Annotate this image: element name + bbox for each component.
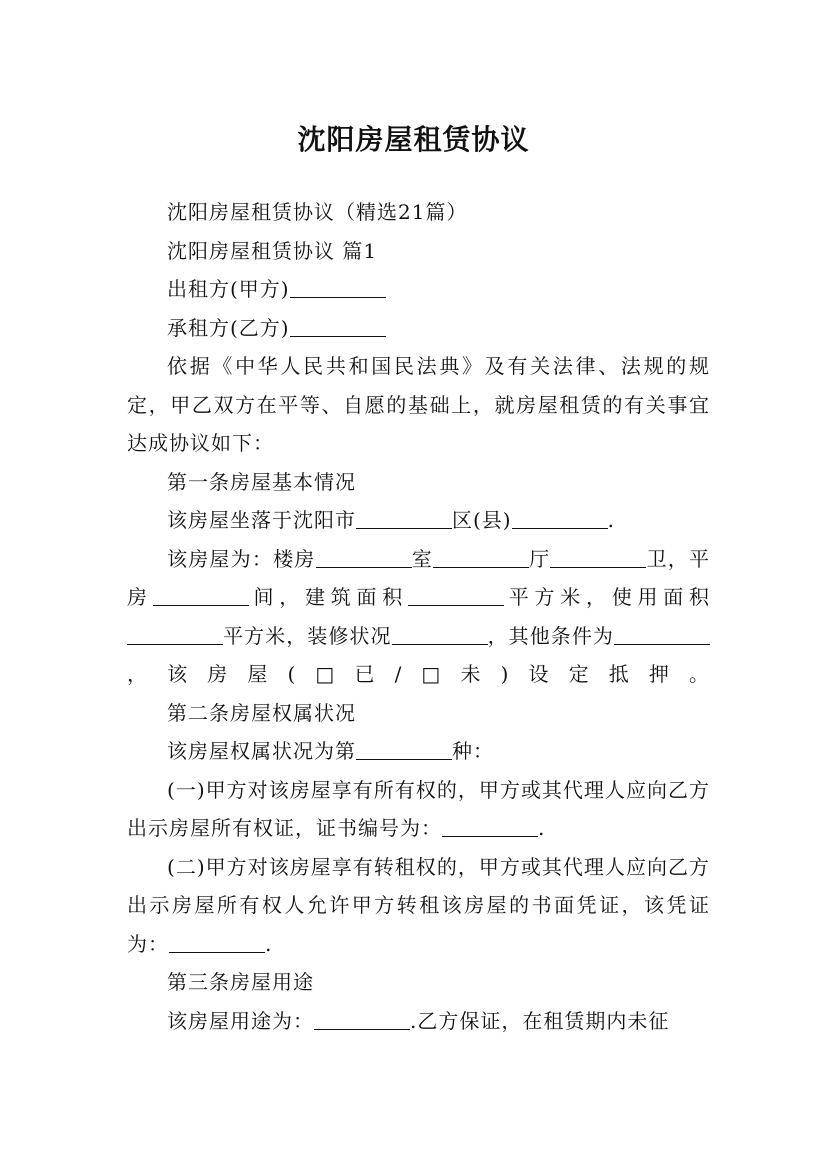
- paragraph-text: 该房屋坐落于沈阳市: [167, 508, 356, 532]
- paragraph: [127, 193, 710, 232]
- paragraph-text: .: [607, 508, 615, 532]
- paragraph-text: 沈阳房屋租赁协议 篇1: [167, 238, 378, 263]
- paragraph-text: 第三条房屋用途: [167, 970, 314, 994]
- paragraph-text: (二)甲方对该房屋享有转租权的，甲方或其代理人应向乙方出示房屋所有权人允许甲方转租该房屋的书面凭证，该凭证为：: [127, 854, 710, 956]
- paragraph-text: 该房屋为：楼房: [167, 546, 316, 571]
- fill-in-blank: [169, 932, 265, 953]
- fill-in-blank: [442, 816, 538, 837]
- fill-in-blank: [512, 508, 608, 529]
- fill-in-blank: [614, 624, 710, 645]
- paragraph-text: 沈阳房屋租赁协议（精选21篇）: [167, 200, 468, 224]
- paragraph-text: 平方米，使用面积: [504, 585, 710, 609]
- paragraph: [127, 771, 710, 848]
- fill-in-blank: [408, 585, 504, 606]
- paragraph-text: 该房屋用途为：: [167, 1008, 314, 1033]
- paragraph-text: 平方米，装修状况: [223, 623, 392, 648]
- fill-in-blank: [550, 547, 646, 568]
- paragraph: [127, 848, 710, 964]
- document-title: 沈阳房屋租赁协议: [297, 122, 530, 156]
- paragraph-text: 出租方(甲方): [167, 277, 290, 301]
- paragraph-text: 第一条房屋基本情况: [167, 469, 356, 494]
- fill-in-blank: [356, 739, 452, 760]
- fill-in-blank: [127, 624, 223, 645]
- paragraph-text: 第二条房屋权属状况: [167, 700, 356, 725]
- paragraph: [127, 347, 710, 463]
- fill-in-blank: [290, 277, 386, 298]
- fill-in-blank: [316, 547, 412, 568]
- paragraph: [127, 1002, 710, 1041]
- paragraph-text: 室: [411, 546, 433, 571]
- document-body: [127, 193, 710, 1040]
- paragraph-text: 卫，平房: [127, 546, 711, 609]
- fill-in-blank: [356, 508, 452, 529]
- paragraph-text: 依据《中华人民共和国民法典》及有关法律、法规的规定，甲乙双方在平等、自愿的基础上，就房屋租赁的有关事宜达成协议如下：: [127, 354, 710, 455]
- paragraph-text: .乙方保证，在租赁期内未征: [410, 1008, 670, 1033]
- paragraph: [127, 309, 710, 348]
- paragraph-text: .: [538, 816, 546, 840]
- paragraph: [127, 732, 710, 771]
- fill-in-blank: [392, 624, 488, 645]
- paragraph: [127, 232, 710, 271]
- paragraph: [127, 963, 710, 1002]
- paragraph-text: .: [265, 931, 273, 956]
- paragraph: [127, 463, 710, 502]
- paragraph-text: ，其他条件为: [487, 623, 614, 648]
- fill-in-blank: [153, 585, 249, 606]
- paragraph-text: (一)甲方对该房屋享有所有权的，甲方或其代理人应向乙方出示房屋所有权证，证书编号为：: [127, 777, 710, 840]
- paragraph-text: 间，建筑面积: [248, 585, 408, 609]
- fill-in-blank: [290, 316, 386, 337]
- paragraph-text: 该房屋权属状况为第: [167, 739, 356, 763]
- paragraph: [127, 540, 710, 694]
- paragraph-text: ，该房屋(□已/□未)设定抵押。: [127, 662, 710, 686]
- paragraph-text: 区(县): [452, 508, 512, 532]
- fill-in-blank: [433, 547, 529, 568]
- paragraph: [127, 501, 710, 540]
- paragraph-text: 种：: [452, 739, 494, 763]
- paragraph-text: 承租方(乙方): [167, 315, 290, 340]
- paragraph-text: 厅: [528, 546, 551, 571]
- paragraph: [127, 694, 710, 733]
- fill-in-blank: [314, 1009, 410, 1030]
- paragraph: [127, 270, 710, 309]
